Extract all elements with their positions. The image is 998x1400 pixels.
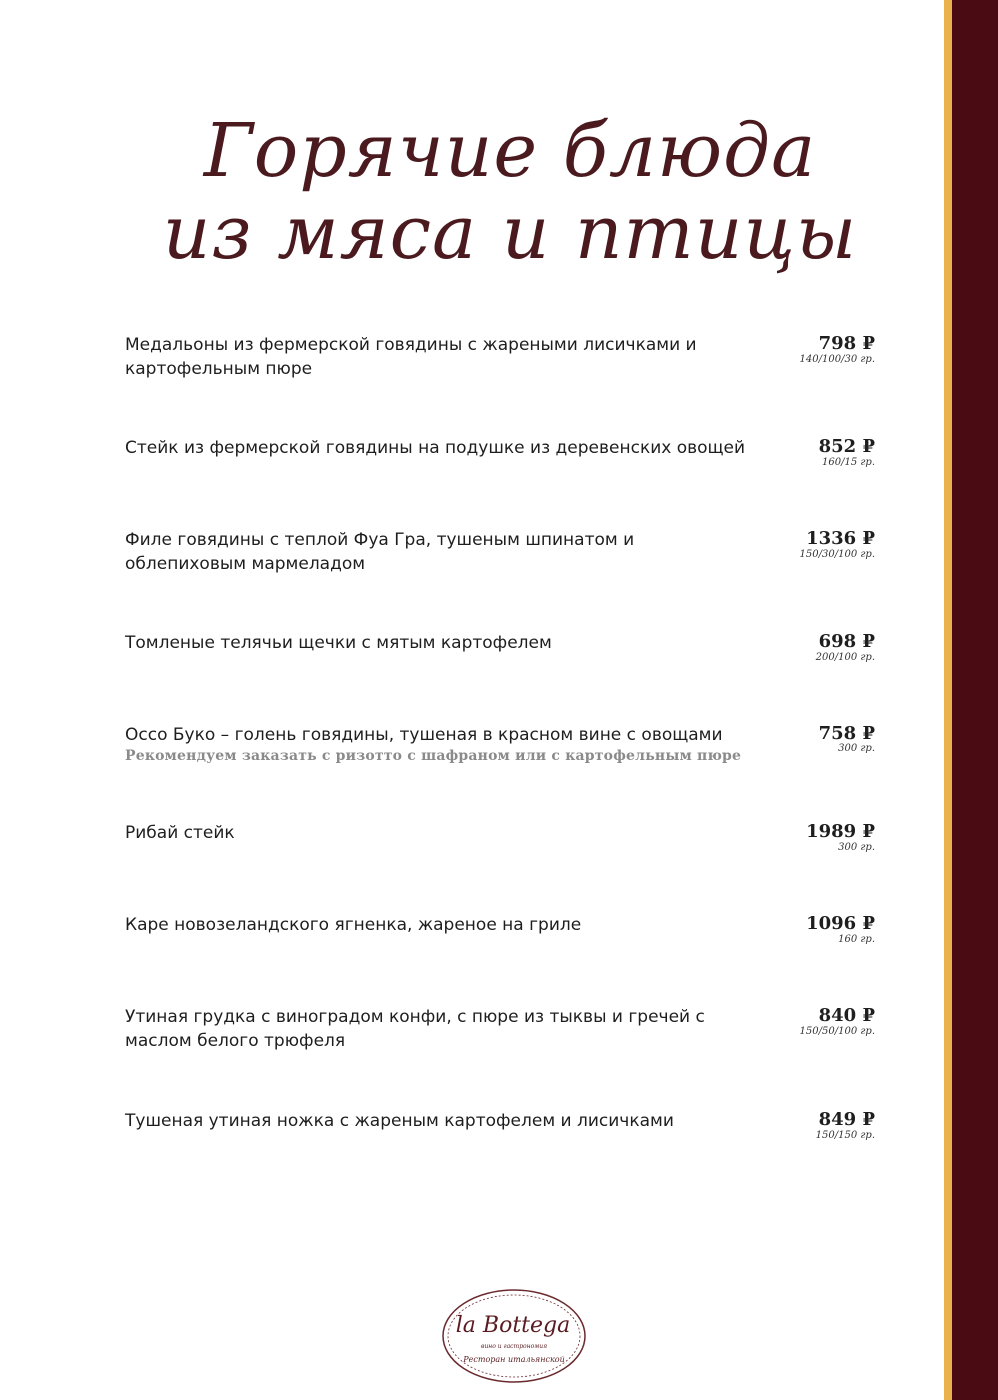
item-price: 758 ₽ — [818, 723, 875, 744]
item-price: 1336 ₽ — [806, 528, 875, 549]
item-weight: 150/30/100 гр. — [799, 549, 875, 560]
gold-stripe — [944, 0, 952, 1400]
logo-tagline: вино и гастрономия — [480, 1343, 548, 1350]
item-price: 798 ₽ — [818, 333, 875, 354]
item-weight: 200/100 гр. — [815, 652, 875, 663]
item-name: Тушеная утиная ножка с жареным картофелем и лисичками — [125, 1111, 674, 1131]
item-recommendation: Рекомендуем заказать с ризотто с шафраном или с картофельным пюре — [125, 748, 742, 764]
item-name: Томленые телячьи щечки с мятым картофелем — [125, 633, 552, 653]
item-weight: 160/15 гр. — [822, 457, 875, 468]
item-weight: 160 гр. — [838, 934, 875, 945]
la-bottega-logo — [441, 1288, 587, 1384]
item-weight: 140/100/30 гр. — [799, 354, 875, 365]
logo-brand: la Bottega — [455, 1313, 571, 1338]
item-price: 840 ₽ — [818, 1005, 875, 1026]
item-name: Стейк из фермерской говядины на подушке из деревенских овощей — [125, 438, 746, 458]
item-name: Филе говядины с теплой Фуа Гра, тушеным шпинатом и облепиховым мармеладом — [125, 530, 635, 574]
item-weight: 150/150 гр. — [815, 1130, 875, 1141]
item-weight: 300 гр. — [838, 842, 875, 853]
item-price: 852 ₽ — [818, 436, 875, 457]
title-line-1: Горячие блюда — [203, 108, 817, 194]
item-name: Каре новозеландского ягненка, жареное на гриле — [125, 915, 582, 935]
item-name: Медальоны из фермерской говядины с жареными лисичками и картофельным пюре — [125, 335, 697, 379]
title-line-2: из мяса и птицы — [162, 190, 858, 276]
item-name: Оссо Буко – голень говядины, тушеная в красном вине с овощами — [125, 725, 723, 745]
item-price: 1989 ₽ — [806, 821, 875, 842]
logo-subtitle: Ресторан итальянской — [463, 1355, 565, 1364]
item-name-block — [125, 723, 765, 765]
item-name: Утиная грудка с виноградом конфи, с пюре из тыквы и гречей с маслом белого трюфеля — [125, 1007, 705, 1051]
item-weight: 300 гр. — [838, 743, 875, 754]
item-price: 698 ₽ — [818, 631, 875, 652]
item-price: 849 ₽ — [818, 1109, 875, 1130]
burgundy-band — [952, 0, 998, 1400]
item-name: Рибай стейк — [125, 823, 235, 843]
item-price: 1096 ₽ — [806, 913, 875, 934]
item-weight: 150/50/100 гр. — [799, 1026, 875, 1037]
